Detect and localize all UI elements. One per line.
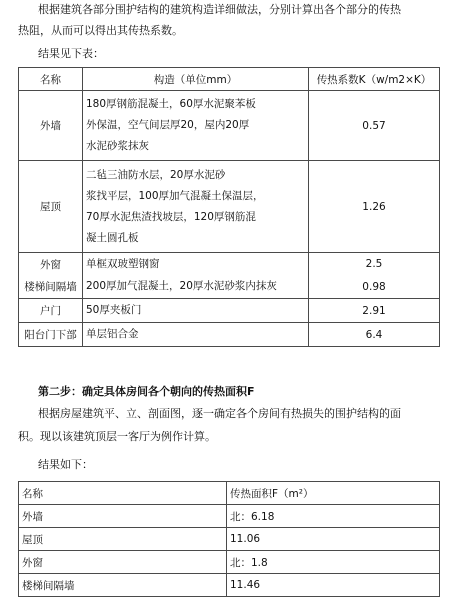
table-row bbox=[19, 276, 440, 299]
intro-result-label: 结果见下表： bbox=[38, 47, 104, 60]
table-row bbox=[19, 299, 440, 323]
table-header-row bbox=[19, 68, 440, 91]
row-k-value: 1.26 bbox=[309, 161, 440, 253]
row-area: 北：6.18 bbox=[227, 505, 440, 528]
row-name: 外窗 bbox=[19, 551, 227, 574]
intro-paragraph-line1: 根据建筑各部分围护结构的建筑构造详细做法，分别计算出各个部分的传热 bbox=[38, 3, 401, 16]
construction-line: 水泥砂浆抹灰 bbox=[86, 140, 149, 152]
row-area: 北：1.8 bbox=[227, 551, 440, 574]
column-header-area: 传热面积F（m²） bbox=[227, 482, 440, 505]
heat-transfer-area-table bbox=[18, 481, 440, 597]
table-row bbox=[19, 505, 440, 528]
step2-heading: 第二步：确定具体房间各个朝向的传热面积F bbox=[38, 385, 255, 398]
row-construction: 200厚加气混凝土，20厚水泥砂浆内抹灰 bbox=[83, 276, 309, 299]
row-name: 楼梯间隔墙 bbox=[19, 574, 227, 597]
step2-paragraph-line2: 积。现以该建筑顶层一客厅为例作计算。 bbox=[18, 430, 216, 443]
row-name: 楼梯间隔墙 bbox=[19, 276, 83, 299]
column-header-name: 名称 bbox=[19, 482, 227, 505]
table-row bbox=[19, 91, 440, 161]
table-row bbox=[19, 253, 440, 276]
intro-paragraph-line2: 热阻，从而可以得出其传热系数。 bbox=[18, 24, 183, 37]
row-construction: 单框双玻塑钢窗 bbox=[83, 253, 309, 276]
table-row bbox=[19, 574, 440, 597]
table-row bbox=[19, 528, 440, 551]
construction-line: 浆找平层，100厚加气混凝土保温层， bbox=[86, 189, 264, 202]
row-construction: 50厚夹板门 bbox=[83, 299, 309, 323]
row-name: 屋顶 bbox=[19, 528, 227, 551]
row-construction bbox=[83, 161, 309, 253]
row-name: 户门 bbox=[19, 299, 83, 323]
column-header-name: 名称 bbox=[19, 68, 83, 91]
row-name: 外窗 bbox=[19, 253, 83, 276]
row-construction bbox=[83, 91, 309, 161]
row-name: 外墙 bbox=[19, 91, 83, 161]
step2-result-label: 结果如下： bbox=[38, 458, 93, 471]
row-name: 外墙 bbox=[19, 505, 227, 528]
row-area: 11.06 bbox=[227, 528, 440, 551]
table-row bbox=[19, 551, 440, 574]
row-k-value: 2.91 bbox=[309, 299, 440, 323]
construction-line: 70厚水泥焦渣找坡层，120厚钢筋混 bbox=[86, 210, 256, 223]
construction-line: 180厚钢筋混凝土，60厚水泥聚苯板 bbox=[86, 98, 256, 110]
step2-paragraph-line1: 根据房屋建筑平、立、剖面图，逐一确定各个房间有热损失的围护结构的面 bbox=[38, 407, 401, 420]
row-name: 屋顶 bbox=[19, 161, 83, 253]
construction-line: 外保温，空气间层厚20，屋内20厚 bbox=[86, 119, 250, 131]
table-row bbox=[19, 323, 440, 347]
table-header-row bbox=[19, 482, 440, 505]
construction-line: 二毡三油防水层，20厚水泥砂 bbox=[86, 168, 226, 181]
row-area: 11.46 bbox=[227, 574, 440, 597]
column-header-k-value: 传热系数K（w/m2×K） bbox=[309, 68, 440, 91]
row-k-value: 0.98 bbox=[309, 276, 440, 299]
construction-line: 凝土圆孔板 bbox=[86, 231, 139, 244]
row-k-value: 6.4 bbox=[309, 323, 440, 347]
row-k-value: 0.57 bbox=[309, 91, 440, 161]
heat-transfer-coefficient-table bbox=[18, 67, 440, 347]
row-k-value: 2.5 bbox=[309, 253, 440, 276]
row-name: 阳台门下部 bbox=[19, 323, 83, 347]
row-construction: 单层铝合金 bbox=[83, 323, 309, 347]
column-header-construction: 构造（单位mm） bbox=[83, 68, 309, 91]
table-row bbox=[19, 161, 440, 253]
